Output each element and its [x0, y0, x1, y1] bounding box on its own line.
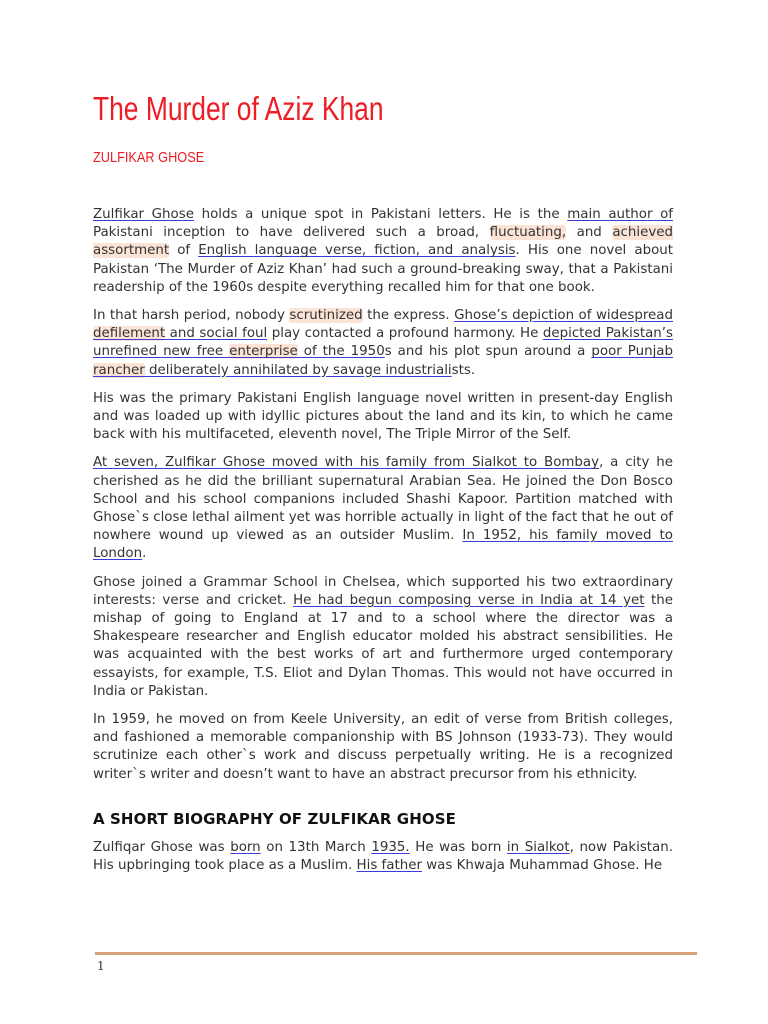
underlined-text-segment: and social foul: [165, 326, 268, 342]
paragraph-4: [93, 454, 673, 563]
text-segment: In that harsh period, nobody: [93, 308, 290, 324]
underlined-text-segment: poor Punjab: [591, 344, 673, 360]
underlined-text-segment: English language verse, fiction, and analysis: [198, 243, 516, 259]
text-segment: . His one novel about Pakistan ‘The Murder of Aziz Khan’ had such a ground-breaking sway, that a Pakistani readership of the 1960s despite everything recalled him for that one book.: [93, 243, 673, 295]
paragraph-2: [93, 307, 673, 380]
underlined-text-segment: defilement: [93, 326, 166, 342]
section-heading: A SHORT BIOGRAPHY OF ZULFIKAR GHOSE: [93, 809, 456, 828]
underlined-text-segment: At seven, Zulfikar Ghose moved with his family from Sialkot to Bombay: [93, 455, 600, 471]
text-segment: play contacted a profound harmony. He: [267, 326, 543, 342]
underlined-text-segment: deliberately annihilated by savage industriali: [144, 362, 452, 378]
underlined-text-segment: Ghose’s depiction of widespread: [454, 308, 673, 324]
paragraph-3: [93, 390, 673, 445]
underlined-text-segment: depicted Pakistan’s unrefined new free: [93, 326, 673, 360]
underlined-text-segment: main author of: [567, 207, 673, 222]
text-segment: , now Pakistan. His upbringing took place as a Muslim.: [93, 839, 673, 874]
paragraph-6: [93, 711, 673, 784]
text-segment: , a city he cherished as he did the brilliant supernatural Arabian Sea. He joined the Don Bosco School and his school companions included Shashi Kapoor. Partition matched with Ghose`s close lethal ailment yet was horrible actually in light of the fact that he out of nowhere wound up viewed as an outsider Muslim.: [93, 455, 674, 544]
page-number: 1: [97, 959, 105, 973]
text-segment: and: [566, 225, 613, 241]
footer-rule: [95, 952, 697, 955]
text-segment: of: [169, 243, 199, 259]
author-byline: ZULFIKAR GHOSE: [93, 149, 205, 166]
highlighted-text-segment: scrutinized: [289, 308, 363, 324]
text-segment: the express.: [362, 308, 455, 324]
underlined-text-segment: Zulfikar Ghose: [93, 207, 194, 222]
highlighted-text-segment: fluctuating,: [489, 225, 567, 241]
text-segment: .: [142, 546, 147, 562]
paragraph-1: [93, 206, 673, 297]
underlined-text-segment: rancher: [93, 362, 145, 378]
underlined-text-segment: 1935.: [371, 839, 410, 855]
text-segment: holds a unique spot in Pakistani letters. He is the: [193, 207, 568, 222]
page-title: The Murder of Aziz Khan: [93, 90, 384, 127]
underlined-text-segment: In 1952, his family moved to London: [93, 528, 673, 562]
paragraph-5: [93, 574, 673, 701]
text-segment: on 13th March: [260, 839, 372, 855]
underlined-text-segment: born: [230, 839, 261, 855]
article-body: [93, 206, 673, 885]
underlined-text-segment: of the 1950: [297, 344, 385, 360]
text-segment: Zulfiqar Ghose was: [93, 839, 231, 855]
biography-paragraph: [93, 839, 673, 875]
text-segment: In 1959, he moved on from Keele University, an edit of verse from British colleges, and fashioned a memorable companionship with BS Johnson (1933-73). They would scrutinize each other`s work and discuss perpetually writing. He is a recognized writer`s writer and doesn’t want to have an abstract precursor from his ethnicity.: [93, 712, 673, 782]
underlined-text-segment: enterprise: [229, 344, 298, 360]
underlined-text-segment: He had begun composing verse in India at 14 yet: [293, 592, 645, 608]
text-segment: was Khwaja Muhammad Ghose. He: [421, 858, 663, 874]
underlined-text-segment: in Sialkot: [506, 839, 570, 855]
text-segment: sts.: [451, 362, 476, 378]
highlighted-text-segment: achieved assortment: [93, 225, 673, 259]
text-segment: s and his plot spun around a: [384, 344, 592, 360]
text-segment: the mishap of going to England at 17 and to a school where the director was a Shakespeare researcher and English educator molded his abstract sensibilities. He was acquainted with the best works of art and furthermore urged contemporary essayists, for example, T.S. Eliot and Dylan Thomas. This would not have occurred in India or Pakistan.: [93, 592, 674, 699]
text-segment: Pakistani inception to have delivered such a broad,: [93, 225, 490, 241]
text-segment: His was the primary Pakistani English language novel written in present-day English and was loaded up with idyllic pictures about the land and its kin, to which he came back with his multifaceted, eleventh novel, The Triple Mirror of the Self.: [93, 390, 673, 443]
underlined-text-segment: His father: [356, 858, 422, 874]
text-segment: Ghose joined a Grammar School in Chelsea, which supported his two extraordinary interests: verse and cricket.: [93, 574, 673, 608]
text-segment: He was born: [409, 839, 507, 855]
